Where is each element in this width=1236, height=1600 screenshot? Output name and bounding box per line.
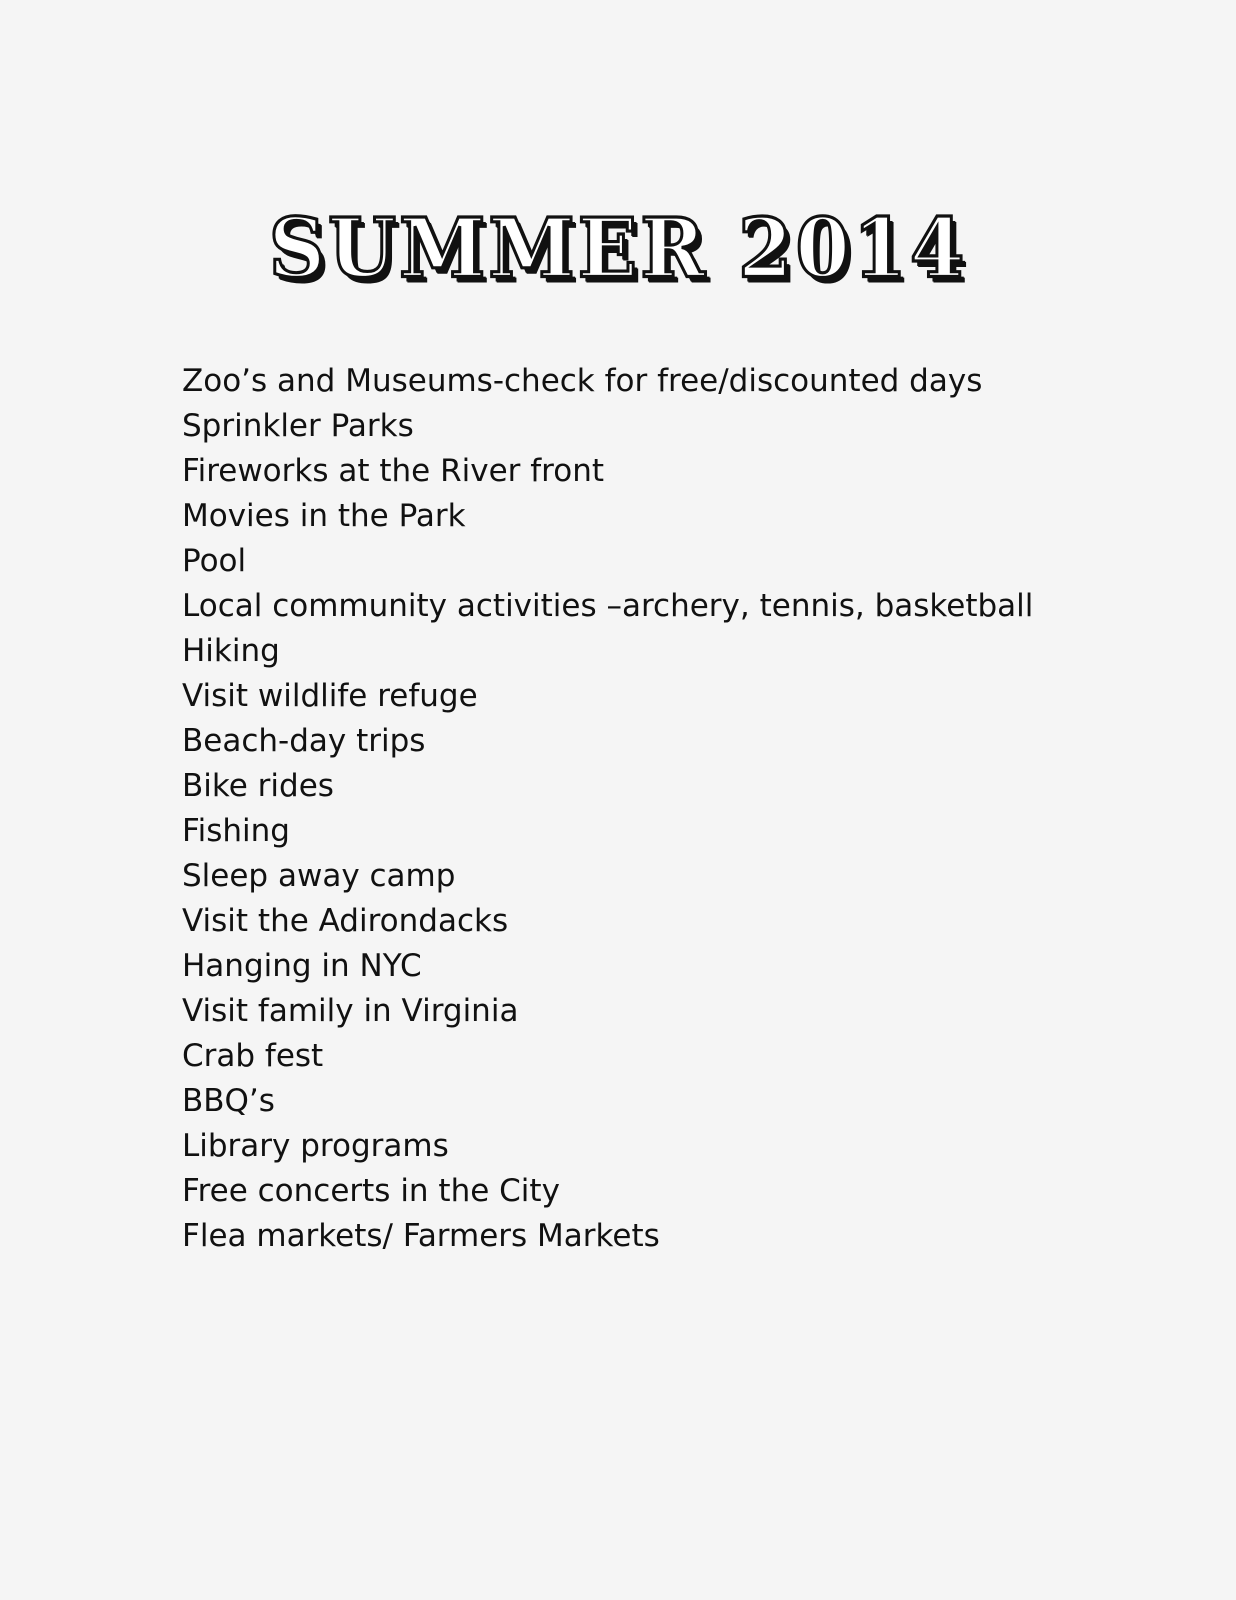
list-item: Fishing	[182, 813, 290, 849]
list-item: Visit wildlife refuge	[182, 678, 478, 714]
list-item: Hiking	[182, 633, 280, 669]
list-item: BBQ’s	[182, 1083, 275, 1119]
list-item: Fireworks at the River front	[182, 453, 604, 489]
list-item: Hanging in NYC	[182, 948, 422, 984]
list-item: Pool	[182, 543, 247, 579]
list-item: Visit family in Virginia	[182, 993, 519, 1029]
list-item: Sleep away camp	[182, 858, 456, 894]
list-item: Movies in the Park	[182, 498, 466, 534]
list-item: Sprinkler Parks	[182, 408, 414, 444]
page-title: SUMMER 2014	[268, 200, 968, 297]
list-item: Zoo’s and Museums-check for free/discounted days	[182, 363, 983, 399]
list-item: Local community activities –archery, tennis, basketball	[182, 588, 1034, 624]
list-item: Visit the Adirondacks	[182, 903, 509, 939]
list-item: Library programs	[182, 1128, 449, 1164]
list-item: Free concerts in the City	[182, 1173, 560, 1209]
list-item: Bike rides	[182, 768, 334, 804]
activity-list	[182, 359, 1033, 1259]
list-item: Beach-day trips	[182, 723, 426, 759]
list-item: Crab fest	[182, 1038, 324, 1074]
list-item: Flea markets/ Farmers Markets	[182, 1218, 660, 1254]
